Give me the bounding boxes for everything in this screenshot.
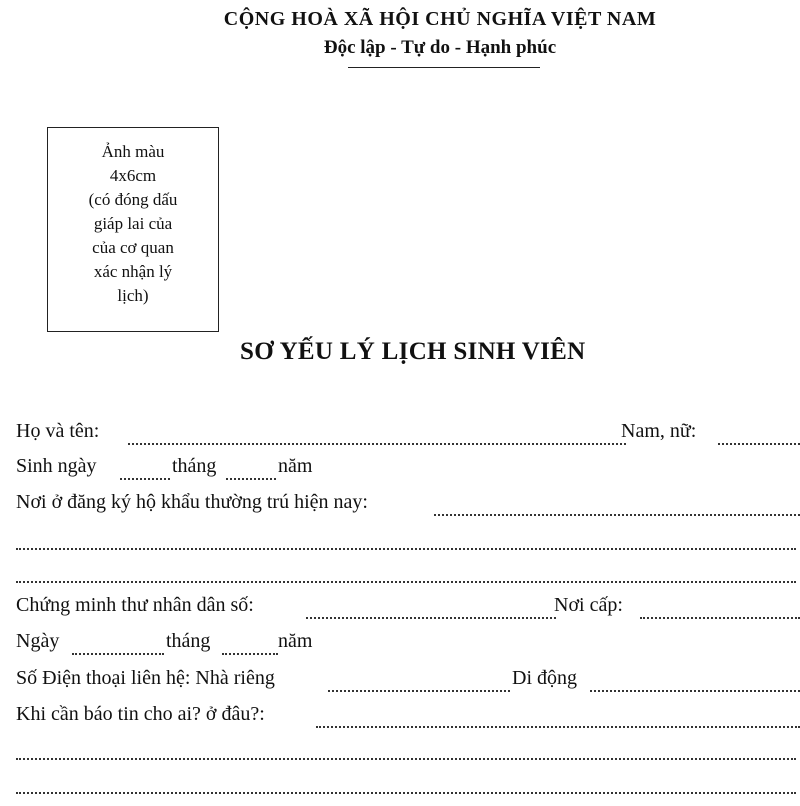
national-title: CỘNG HOÀ XÃ HỘI CHỦ NGHĨA VIỆT NAM: [223, 8, 657, 30]
full-name-label: Họ và tên:: [16, 420, 100, 442]
gender-label: Nam, nữ:: [621, 420, 697, 442]
issued-place-label: Nơi cấp:: [554, 594, 623, 616]
id-number-field[interactable]: [306, 617, 556, 619]
residence-label: Nơi ở đăng ký hộ khẩu thường trú hiện nay:: [16, 491, 368, 513]
issue-month-field[interactable]: [222, 653, 278, 655]
full-name-field[interactable]: [128, 443, 626, 445]
issued-place-field[interactable]: [640, 617, 800, 619]
birth-date-row: [16, 455, 800, 485]
mobile-label: Di động: [512, 667, 577, 689]
photo-placeholder-box: [47, 127, 219, 332]
id-row: [16, 594, 800, 624]
contact-line-3[interactable]: [16, 792, 796, 794]
national-motto: Độc lập - Tự do - Hạnh phúc: [323, 37, 557, 58]
birth-year-label: năm: [278, 455, 313, 477]
issue-date-row: [16, 630, 800, 660]
photo-line: xác nhận lý: [93, 262, 173, 281]
gender-field[interactable]: [718, 443, 800, 445]
birth-day-field[interactable]: [120, 478, 170, 480]
photo-line: 4x6cm: [109, 166, 157, 185]
residence-line-3[interactable]: [16, 581, 796, 583]
photo-line: giáp lai của: [93, 214, 173, 233]
contact-row: [16, 703, 800, 733]
document-title: SƠ YẾU LÝ LỊCH SINH VIÊN: [240, 338, 586, 365]
birth-day-label: Sinh ngày: [16, 455, 97, 477]
id-number-label: Chứng minh thư nhân dân số:: [16, 594, 254, 616]
residence-line-2[interactable]: [16, 548, 796, 550]
photo-line: Ảnh màu: [101, 142, 165, 161]
full-name-row: [16, 420, 800, 450]
photo-instructions: [60, 140, 206, 308]
issue-year-label: năm: [278, 630, 313, 652]
motto-underline: [348, 67, 540, 68]
contact-label: Khi cần báo tin cho ai? ở đâu?:: [16, 703, 265, 725]
residence-field[interactable]: [434, 514, 800, 516]
contact-field[interactable]: [316, 726, 800, 728]
birth-month-label: tháng: [172, 455, 217, 477]
issue-day-field[interactable]: [72, 653, 164, 655]
home-phone-label: Số Điện thoại liên hệ: Nhà riêng: [16, 667, 275, 689]
photo-line: của cơ quan: [92, 238, 174, 257]
residence-row: [16, 491, 800, 521]
issue-day-label: Ngày: [16, 630, 60, 652]
contact-line-2[interactable]: [16, 758, 796, 760]
birth-month-field[interactable]: [226, 478, 276, 480]
mobile-field[interactable]: [590, 690, 800, 692]
photo-line: (có đóng dấu: [88, 190, 178, 209]
phone-row: [16, 667, 800, 697]
home-phone-field[interactable]: [328, 690, 510, 692]
photo-line: lịch): [117, 286, 149, 305]
issue-month-label: tháng: [166, 630, 211, 652]
